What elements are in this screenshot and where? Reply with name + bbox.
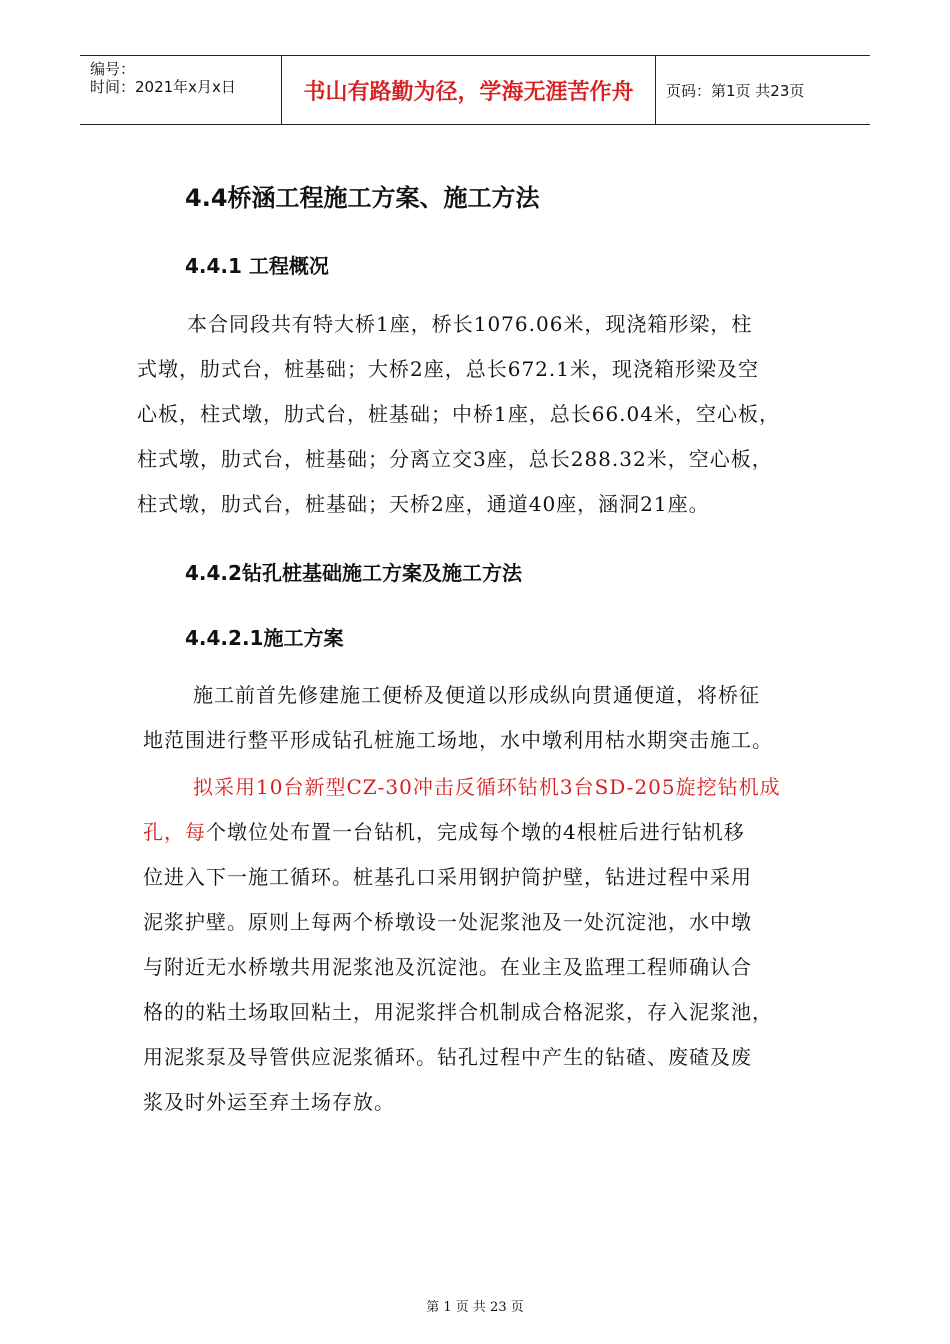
para-line: 地范围进行整平形成钻孔桩施工场地，水中墩利用枯水期突击施工。 bbox=[143, 728, 773, 752]
black-text: 个墩位处布置一台钻机，完成每个墩的4根桩后进行钻机移 bbox=[206, 820, 745, 844]
para-line: 浆及时外运至弃土场存放。 bbox=[143, 1090, 395, 1114]
header-motto: 书山有路勤为径，学海无涯苦作舟 bbox=[282, 56, 656, 124]
para-line: 用泥浆泵及导管供应泥浆循环。钻孔过程中产生的钻碴、废碴及废 bbox=[143, 1045, 752, 1069]
number-label: 编号： bbox=[90, 60, 136, 78]
header-meta bbox=[80, 56, 282, 124]
para-line: 柱式墩，肋式台，桩基础；天桥2座，通道40座，涵洞21座。 bbox=[137, 492, 710, 516]
heading-4-4-1: 4.4.1 工程概况 bbox=[185, 254, 329, 278]
para-line: 心板，柱式墩，肋式台，桩基础；中桥1座，总长66.04米，空心板， bbox=[137, 402, 780, 426]
para-line-red: 拟采用10台新型CZ-30冲击反循环钻机3台SD-205旋挖钻机成 bbox=[193, 775, 781, 799]
para-line: 本合同段共有特大桥1座，桥长1076.06米，现浇箱形梁，柱 bbox=[187, 312, 753, 336]
drilling-paragraph bbox=[143, 765, 843, 1125]
para-line: 施工前首先修建施工便桥及便道以形成纵向贯通便道，将桥征 bbox=[193, 683, 760, 707]
heading-4-4-2-1: 4.4.2.1施工方案 bbox=[185, 626, 344, 650]
para-line-mixed bbox=[143, 810, 843, 855]
red-text: 孔，每 bbox=[143, 820, 206, 844]
para-line: 格的的粘土场取回粘土，用泥浆拌合机制成合格泥浆，存入泥浆池， bbox=[143, 1000, 773, 1024]
header-table bbox=[80, 55, 870, 125]
overview-paragraph bbox=[137, 302, 837, 527]
para-line: 与附近无水桥墩共用泥浆池及沉淀池。在业主及监理工程师确认合 bbox=[143, 955, 752, 979]
page-footer: 第 1 页 共 23 页 bbox=[426, 1300, 524, 1315]
heading-4-4-2: 4.4.2钻孔桩基础施工方案及施工方法 bbox=[185, 561, 522, 585]
section-title: 4.4桥涵工程施工方案、施工方法 bbox=[185, 184, 540, 212]
para-line: 式墩，肋式台，桩基础；大桥2座，总长672.1米，现浇箱形梁及空 bbox=[137, 357, 759, 381]
para-line: 柱式墩，肋式台，桩基础；分离立交3座，总长288.32米，空心板， bbox=[137, 447, 773, 471]
para-line: 位进入下一施工循环。桩基孔口采用钢护筒护壁，钻进过程中采用 bbox=[143, 865, 752, 889]
para-line: 泥浆护壁。原则上每两个桥墩设一处泥浆池及一处沉淀池，水中墩 bbox=[143, 910, 752, 934]
plan-paragraph bbox=[143, 673, 843, 763]
header-page-info: 页码：第1页 共23页 bbox=[666, 81, 805, 100]
time-label: 时间：2021年x月x日 bbox=[90, 78, 236, 96]
